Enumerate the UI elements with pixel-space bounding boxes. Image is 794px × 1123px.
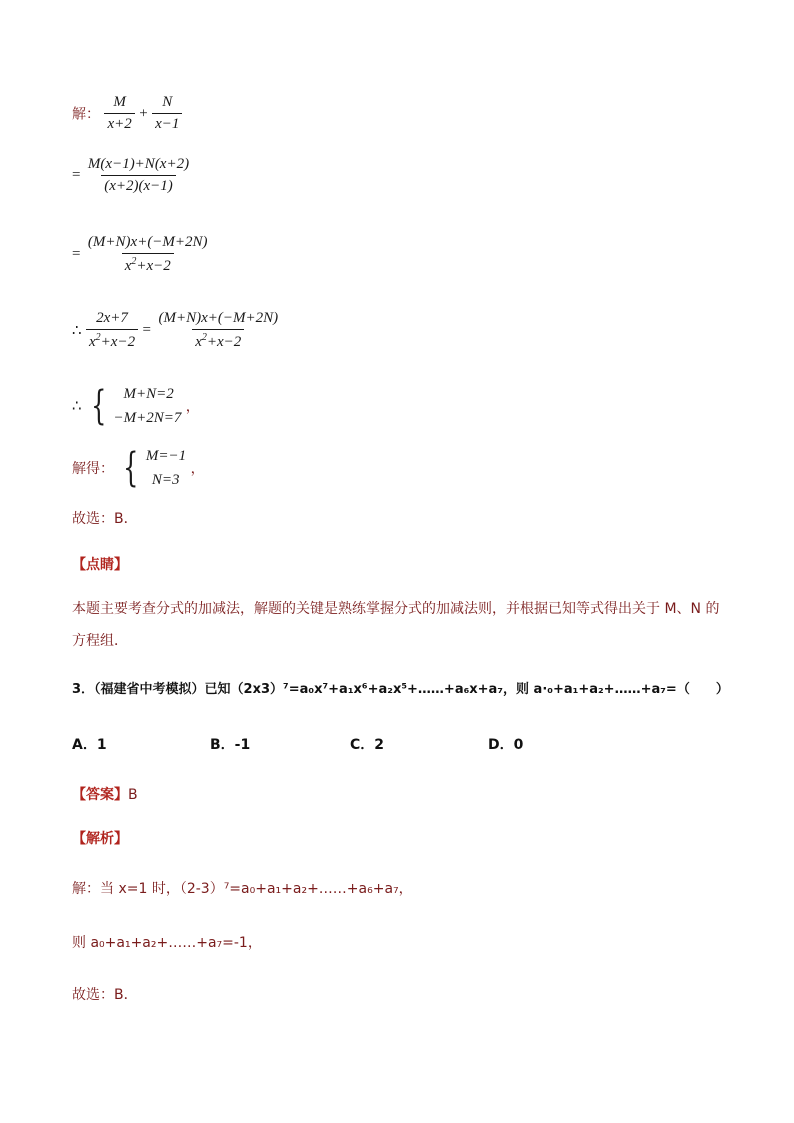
fraction-m-over-x-plus-2: $\frac{M}{x+2}$ xyxy=(104,94,134,133)
analysis-line-2: 则 a₀+a₁+a₂+……+a₇=-1， xyxy=(72,935,262,951)
comment-line-2: 方程组． xyxy=(72,633,128,649)
option-a: A．1 xyxy=(72,737,107,753)
answer-heading: 【答案】 xyxy=(72,787,128,803)
answer-line xyxy=(72,784,138,804)
fraction-given: $\frac{2x+7}{x^2+x-2}$ xyxy=(86,310,138,351)
left-brace-icon: { xyxy=(91,383,107,429)
fraction-expanded: $\frac{(M+N)x+(-M+2N)}{x^2+x-2}$ xyxy=(87,234,208,274)
answer-value: B xyxy=(128,787,138,803)
option-c: C．2 xyxy=(350,737,385,753)
equation-system-2: 解得： { M=−1 N=3 ， xyxy=(72,445,205,491)
solution-step-1: 解： $\frac{M}{x+2}$ + $\frac{N}{x-1}$ xyxy=(72,94,182,133)
analysis-heading: 【解析】 xyxy=(72,831,128,847)
solution-step-2: = $\frac{M(x-1)+N(x+2)}{(x+2)(x-1)}$ xyxy=(72,156,192,195)
fraction-combined: $\frac{M(x-1)+N(x+2)}{(x+2)(x-1)}$ xyxy=(87,156,190,194)
analysis-line-1: 解：当 x=1 时，（2-3）⁷=a₀+a₁+a₂+……+a₆+a₇， xyxy=(72,881,413,897)
comment-heading: 【点睛】 xyxy=(72,557,128,573)
fraction-n-over-x-minus-1: $\frac{N}{x-1}$ xyxy=(152,94,182,133)
solution-step-3: = $\frac{(M+N)x+(-M+2N)}{x^2+x-2}$ xyxy=(72,234,211,275)
equation-system-1: ∴ { M+N=2 −M+2N=7 ， xyxy=(72,383,200,429)
comment-line-1: 本题主要考查分式的加减法，解题的关键是熟练掌握分式的加减法则，并根据已知等式得出关于 M、N 的 xyxy=(72,601,720,617)
solution-prefix: 解： xyxy=(72,106,100,123)
option-d: D．0 xyxy=(488,737,524,753)
choice-line-1: 故选：B． xyxy=(72,511,138,527)
option-b: B．-1 xyxy=(210,737,251,753)
left-brace-icon: { xyxy=(123,445,139,491)
analysis-line-3: 故选：B． xyxy=(72,987,138,1003)
question-3: 3．（福建省中考模拟）已知（2x3）⁷=a₀x⁷+a₁x⁶+a₂x⁵+……+a₆x+a₇，则 a·₀+a₁+a₂+……+a₇=（ ） xyxy=(72,682,729,697)
fraction-expanded-rhs: $\frac{(M+N)x+(-M+2N)}{x^2+x-2}$ xyxy=(158,310,279,350)
solution-step-4: ∴ $\frac{2x+7}{x^2+x-2}$ = $\frac{(M+N)x+(-M+2N)}{x^2+x-2}$ xyxy=(72,310,281,351)
